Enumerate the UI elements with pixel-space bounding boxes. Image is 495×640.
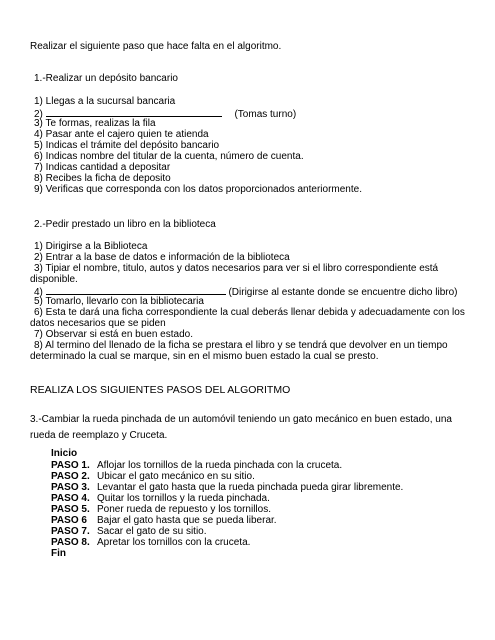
section1-step-3: 3) Te formas, realizas la fila <box>34 118 156 129</box>
section1-step-5: 5) Indicas el trámite del depósito bancario <box>34 140 220 151</box>
intro-text: Realizar el siguiente paso que hace falta en el algoritmo. <box>30 41 282 52</box>
step-label: PASO 5. <box>51 504 90 515</box>
step-label: PASO 6 <box>51 515 87 526</box>
section1-blank[interactable] <box>46 107 222 117</box>
section3-step-6 <box>51 515 277 526</box>
section2-step-7: 7) Observar si está en buen estado. <box>34 329 193 340</box>
section3-step-4 <box>51 493 270 504</box>
section3-step-3 <box>51 482 403 493</box>
section1-step-6: 6) Indicas nombre del titular de la cuenta, número de cuenta. <box>34 151 304 162</box>
step-label: PASO 8. <box>51 537 90 548</box>
section1-step-9: 9) Verificas que corresponda con los datos proporcionados anteriormente. <box>34 184 362 195</box>
section1-title: 1.-Realizar un depósito bancario <box>34 73 178 84</box>
section1-hint: (Tomas turno) <box>234 109 297 120</box>
section1-step-1: 1) Llegas a la sucursal bancaria <box>34 96 176 107</box>
section2-hint: (Dirigirse al estante donde se encuentre dicho libro) <box>228 287 458 298</box>
step-text: Quitar los tornillos y la rueda pinchada. <box>97 493 270 504</box>
section2-blank[interactable] <box>46 285 226 295</box>
section3-start: Inicio <box>51 448 78 459</box>
section2-step-6: 6) Esta te dará una ficha correspondiente la cual deberás llenar debida y adecuadamente con los datos necesarios que se piden <box>30 307 465 329</box>
step-label: PASO 2. <box>51 471 90 482</box>
section3-step-7 <box>51 526 207 537</box>
step-text: Levantar el gato hasta que la rueda pinchada pueda girar libremente. <box>97 482 404 493</box>
step-label: PASO 3. <box>51 482 90 493</box>
step-text: Apretar los tornillos con la cruceta. <box>97 537 251 548</box>
step-text: Ubicar el gato mecánico en su sitio. <box>97 471 255 482</box>
step-text: Sacar el gato de su sitio. <box>97 526 207 537</box>
section2-step-4-number: 4) <box>34 287 43 298</box>
step-label: PASO 4. <box>51 493 90 504</box>
algorithm-heading: REALIZA LOS SIGUIENTES PASOS DEL ALGORITMO <box>30 384 291 396</box>
step-label: PASO 1. <box>51 460 90 471</box>
section2-step-3: 3) Tipiar el nombre, titulo, autos y datos necesarios para ver si el libro correspondiente está disponible. <box>30 263 439 285</box>
section3-end: Fin <box>51 548 66 559</box>
section3-step-1 <box>51 460 342 471</box>
section1-step-2-number: 2) <box>34 109 43 120</box>
step-text: Poner rueda de repuesto y los tornillos. <box>97 504 271 515</box>
section2-title: 2.-Pedir prestado un libro en la biblioteca <box>34 219 216 230</box>
section3-step-2 <box>51 471 255 482</box>
section2-step-5: 5) Tomarlo, llevarlo con la bibliotecaria <box>34 296 204 307</box>
section2-step-1: 1) Dirigirse a la Biblioteca <box>34 241 148 252</box>
section1-step-8: 8) Recibes la ficha de deposito <box>34 173 171 184</box>
section1-step-7: 7) Indicas cantidad a depositar <box>34 162 171 173</box>
step-text: Bajar el gato hasta que se pueda liberar. <box>97 515 277 526</box>
step-label: PASO 7. <box>51 526 90 537</box>
section3-step-5 <box>51 504 271 515</box>
section2-step-2: 2) Entrar a la base de datos e información de la biblioteca <box>34 252 290 263</box>
step-text: Aflojar los tornillos de la rueda pinchada con la cruceta. <box>97 460 343 471</box>
section1-step-4: 4) Pasar ante el cajero quien te atienda <box>34 129 209 140</box>
section3-title: 3.-Cambiar la rueda pinchada de un automóvil teniendo un gato mecánico en buen estado, una rueda de reemplazo y Cruceta. <box>30 414 452 441</box>
section3-step-8 <box>51 537 250 548</box>
section2-step-8: 8) Al termino del llenado de la ficha se prestara el libro y se tendrá que devolver en un tiempo determinado la cual se marque, sin en el mismo buen estado la cual se presto. <box>30 340 448 362</box>
